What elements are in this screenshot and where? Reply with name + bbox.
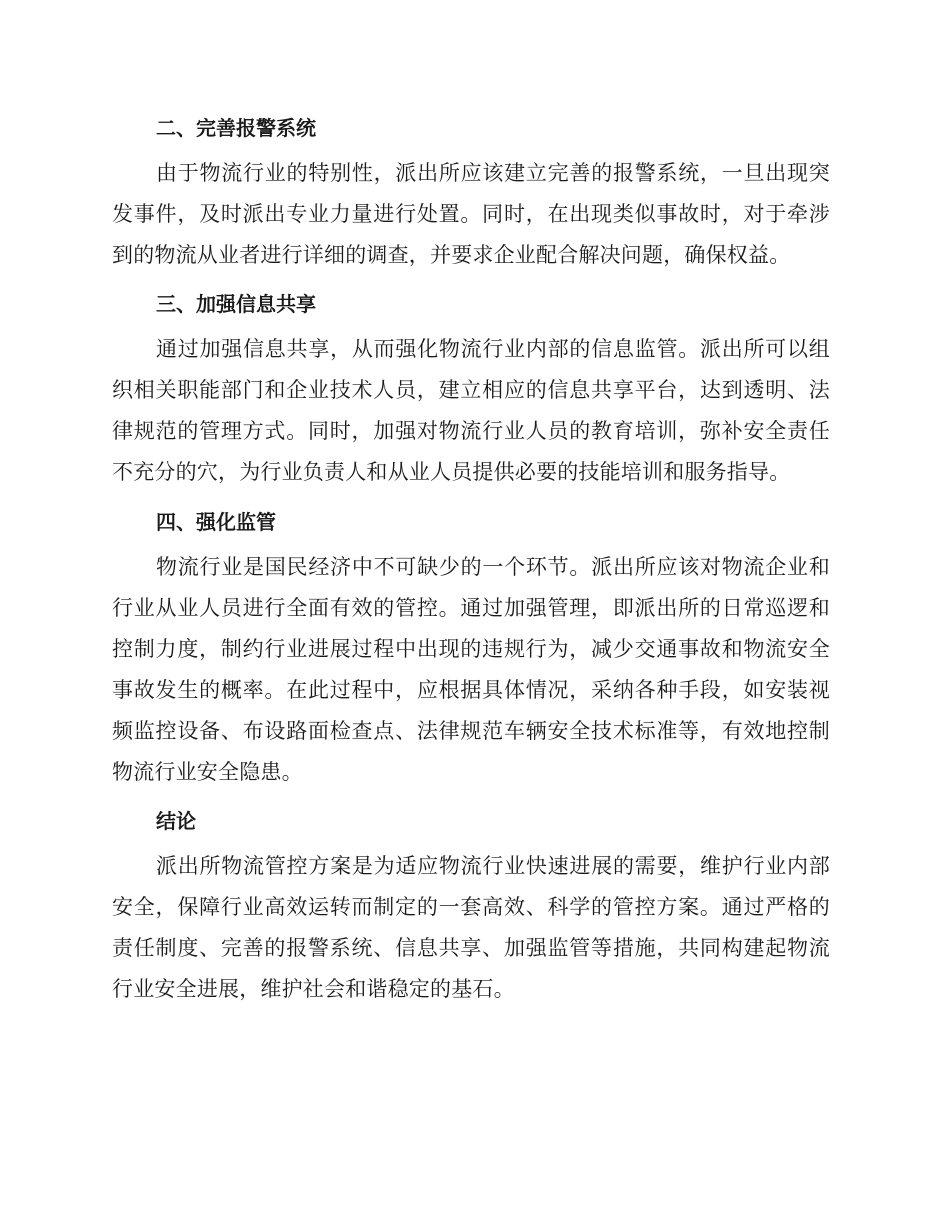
section-heading: 三、加强信息共享 — [156, 292, 316, 316]
section-paragraph: 由于物流行业的特别性，派出所应该建立完善的报警系统，一旦出现突发事件，及时派出专业力量进行处置。同时，在出现类似事故时，对于牵涉到的物流从业者进行详细的调查，并要求企业配合解决问题，确保权益。 — [112, 161, 830, 267]
section-heading: 二、完善报警系统 — [156, 116, 316, 140]
section-paragraph: 物流行业是国民经济中不可缺少的一个环节。派出所应该对物流企业和行业从业人员进行全面有效的管控。通过加强管理，即派出所的日常巡逻和控制力度，制约行业进展过程中出现的违规行为，减少交通事故和物流安全事故发生的概率。在此过程中，应根据具体情况，采纳各种手段，如安装视频监控设备、布设路面检查点、法律规范车辆安全技术标准等，有效地控制物流行业安全隐患。 — [112, 555, 830, 784]
section-paragraph: 通过加强信息共享，从而强化物流行业内部的信息监管。派出所可以组织相关职能部门和企业技术人员，建立相应的信息共享平台，达到透明、法律规范的管理方式。同时，加强对物流行业人员的教育培训，弥补安全责任不充分的穴，为行业负责人和从业人员提供必要的技能培训和服务指导。 — [112, 337, 830, 484]
section-heading: 结论 — [156, 809, 196, 833]
section-alarm-system — [112, 108, 830, 276]
section-supervision — [112, 502, 830, 793]
document-body — [112, 108, 830, 1018]
section-paragraph: 派出所物流管控方案是为适应物流行业快速进展的需要，维护行业内部安全，保障行业高效运转而制定的一套高效、科学的管控方案。通过严格的责任制度、完善的报警系统、信息共享、加强监管等措施，共同构建起物流行业安全进展，维护社会和谐稳定的基石。 — [112, 854, 830, 1001]
section-heading: 四、强化监管 — [156, 510, 276, 534]
section-information-sharing — [112, 284, 830, 493]
section-conclusion — [112, 801, 830, 1010]
